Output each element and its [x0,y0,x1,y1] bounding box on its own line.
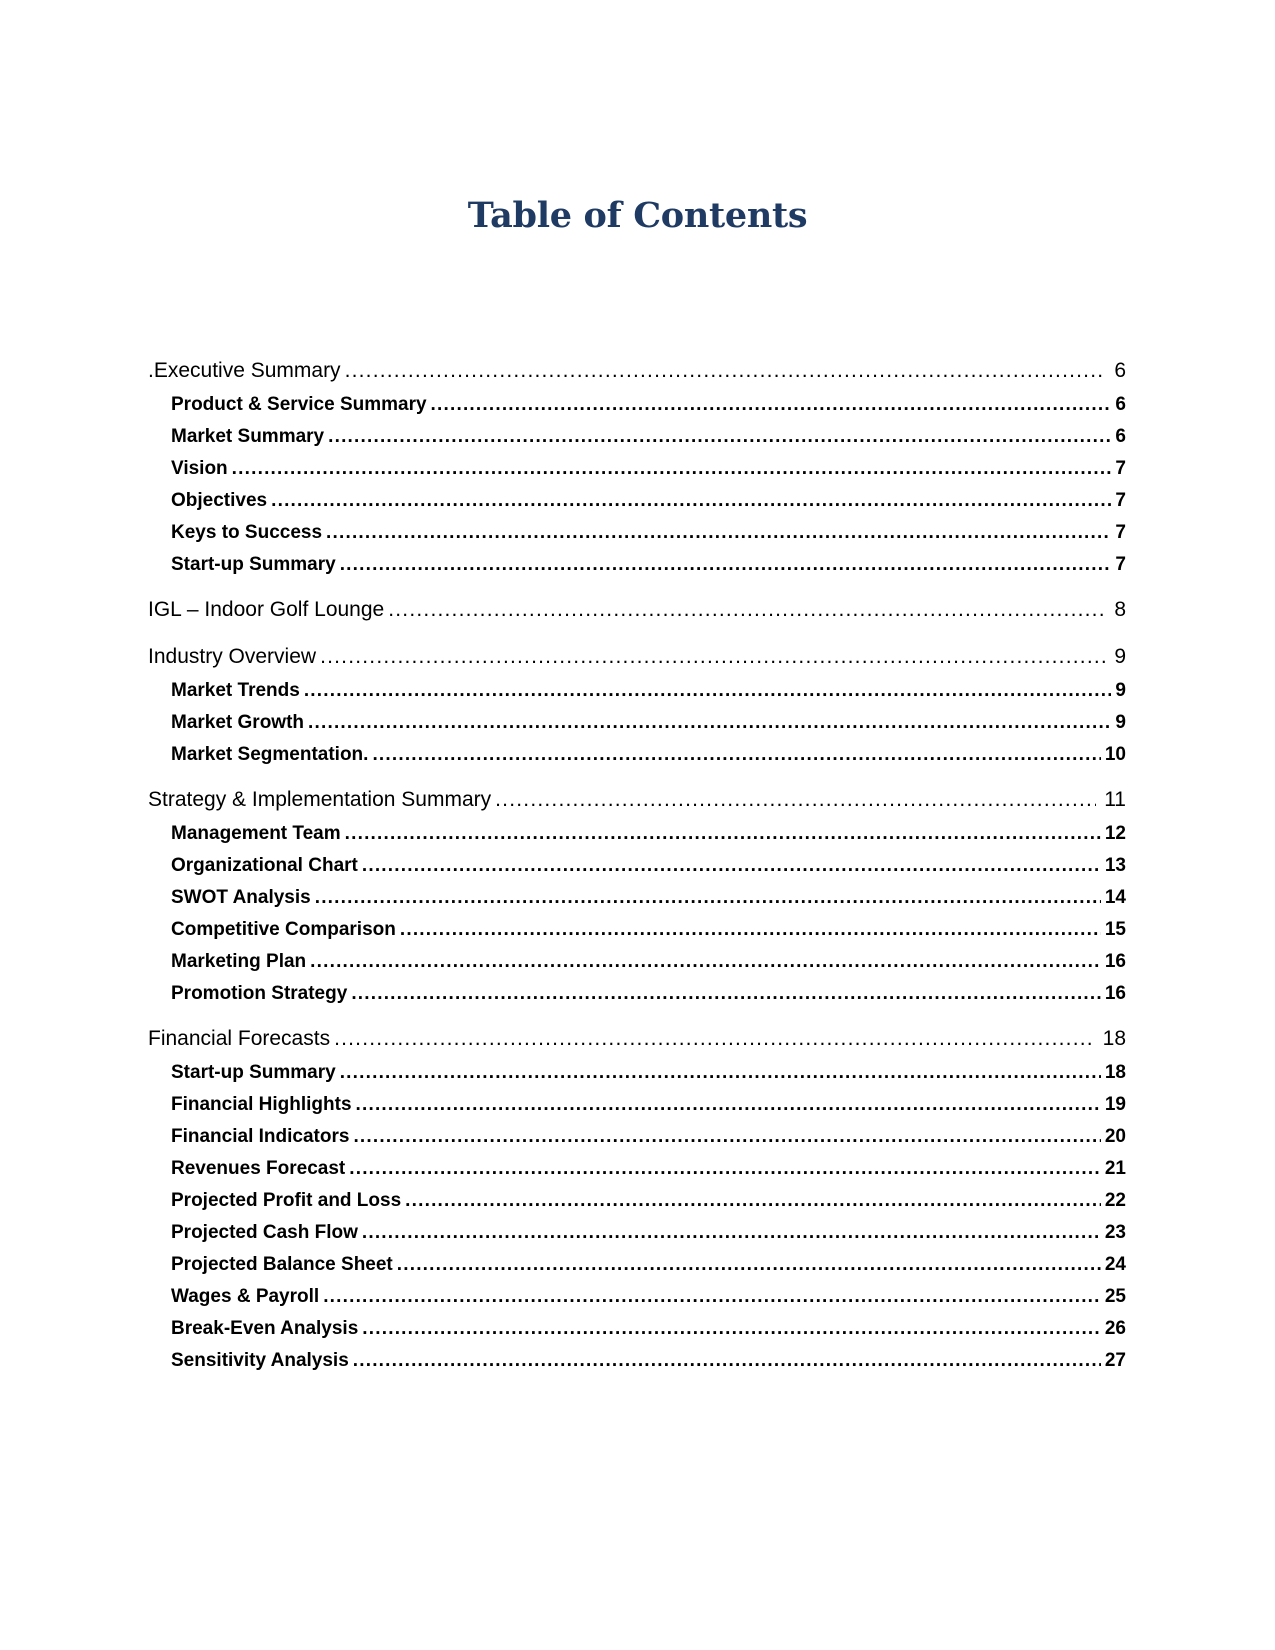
toc-page-number: 19 [1104,1094,1126,1115]
toc-section-label: Financial Forecasts [148,1027,331,1050]
dot-leader [323,1281,1101,1313]
toc-page-number: 6 [1115,394,1126,415]
toc-page-number: 11 [1104,788,1126,811]
toc-page-number: 23 [1104,1222,1126,1243]
toc-section-entry[interactable] [148,352,1126,389]
toc-subentry-label: Projected Cash Flow [171,1222,358,1243]
toc-subentry[interactable] [148,1281,1126,1313]
toc-subentry-label: Projected Balance Sheet [171,1254,393,1275]
toc-subentry[interactable] [148,517,1126,549]
dot-leader [304,675,1112,707]
dot-leader [400,914,1101,946]
toc-subentry-label: Market Trends [171,680,300,701]
toc-subentry[interactable] [148,914,1126,946]
dot-leader [397,1249,1101,1281]
toc-section [148,781,1126,1010]
toc-section [148,591,1126,628]
toc-section-entry[interactable] [148,638,1126,675]
toc-subentry[interactable] [148,978,1126,1010]
toc-page-number: 16 [1104,951,1126,972]
toc-subentry-label: Vision [171,458,228,479]
toc-subentry-label: Start-up Summary [171,554,336,575]
toc-section-label: Industry Overview [148,645,317,668]
toc-page-number: 12 [1104,823,1126,844]
toc-subentry-label: Financial Highlights [171,1094,352,1115]
toc-subentry[interactable] [148,1089,1126,1121]
toc-page-number: 24 [1104,1254,1126,1275]
toc-page-number: 27 [1104,1350,1126,1371]
toc-subentry[interactable] [148,675,1126,707]
toc-section-label: .Executive Summary [148,359,341,382]
toc-section [148,352,1126,581]
dot-leader [388,591,1106,628]
dot-leader [353,1121,1100,1153]
toc-page-number: 9 [1115,680,1126,701]
toc-subentry-label: Competitive Comparison [171,919,396,940]
dot-leader [326,517,1111,549]
toc-subentry[interactable] [148,549,1126,581]
dot-leader [340,549,1112,581]
toc-subentry[interactable] [148,421,1126,453]
toc-subentry-label: Objectives [171,490,268,511]
toc-page-number: 15 [1104,919,1126,940]
dot-leader [362,850,1101,882]
toc-section-entry[interactable] [148,781,1126,818]
toc-subentry[interactable] [148,946,1126,978]
toc-page-number: 25 [1104,1286,1126,1307]
toc-subentry-label: Break-Even Analysis [171,1318,359,1339]
toc-subentry[interactable] [148,1345,1126,1377]
table-of-contents [148,352,1126,1377]
toc-page-number: 20 [1104,1126,1126,1147]
toc-subentry-label: SWOT Analysis [171,887,311,908]
toc-page-number: 8 [1114,598,1126,621]
toc-section-label: Strategy & Implementation Summary [148,788,492,811]
page-title: Table of Contents [467,195,808,236]
toc-subentry[interactable] [148,1249,1126,1281]
toc-page-number: 18 [1104,1062,1126,1083]
toc-subentry-label: Promotion Strategy [171,983,348,1004]
toc-subentry[interactable] [148,850,1126,882]
toc-subentry[interactable] [148,739,1126,771]
toc-subentry-label: Financial Indicators [171,1126,350,1147]
toc-page-number: 14 [1104,887,1126,908]
dot-leader [431,389,1112,421]
toc-page-number: 9 [1115,712,1126,733]
toc-page-number: 18 [1102,1027,1126,1050]
toc-subentry[interactable] [148,453,1126,485]
dot-leader [345,352,1107,389]
dot-leader [315,882,1101,914]
dot-leader [345,818,1101,850]
dot-leader [351,978,1101,1010]
toc-page-number: 6 [1114,359,1126,382]
toc-page-number: 6 [1115,426,1126,447]
dot-leader [232,453,1112,485]
toc-subentry[interactable] [148,1057,1126,1089]
toc-subentry[interactable] [148,818,1126,850]
toc-subentry[interactable] [148,1313,1126,1345]
dot-leader [334,1020,1095,1057]
dot-leader [372,739,1100,771]
dot-leader [349,1153,1101,1185]
toc-section-label: IGL – Indoor Golf Lounge [148,598,385,621]
toc-subentry[interactable] [148,1121,1126,1153]
toc-subentry-label: Marketing Plan [171,951,307,972]
toc-page-number: 21 [1104,1158,1126,1179]
toc-subentry[interactable] [148,1217,1126,1249]
dot-leader [271,485,1111,517]
toc-subentry[interactable] [148,1185,1126,1217]
toc-page-number: 26 [1104,1318,1126,1339]
dot-leader [320,638,1106,675]
toc-section [148,1020,1126,1377]
toc-page-number: 22 [1104,1190,1126,1211]
dot-leader [353,1345,1101,1377]
toc-subentry[interactable] [148,485,1126,517]
toc-subentry-label: Market Growth [171,712,305,733]
toc-subentry-label: Product & Service Summary [171,394,427,415]
dot-leader [310,946,1101,978]
toc-page-number: 7 [1115,490,1126,511]
toc-page-number: 10 [1104,744,1126,765]
toc-subentry-label: Sensitivity Analysis [171,1350,349,1371]
toc-section-entry[interactable] [148,1020,1126,1057]
dot-leader [328,421,1111,453]
toc-page-number: 7 [1115,458,1126,479]
toc-page-number: 13 [1104,855,1126,876]
toc-subentry-label: Revenues Forecast [171,1158,346,1179]
dot-leader [495,781,1096,818]
toc-subentry-label: Keys to Success [171,522,323,543]
dot-leader [405,1185,1101,1217]
dot-leader [340,1057,1101,1089]
dot-leader [362,1217,1101,1249]
dot-leader [362,1313,1101,1345]
toc-section [148,638,1126,771]
toc-subentry[interactable] [148,707,1126,739]
toc-subentry-label: Start-up Summary [171,1062,336,1083]
toc-subentry-label: Market Summary [171,426,325,447]
dot-leader [356,1089,1101,1121]
toc-subentry-label: Wages & Payroll [171,1286,320,1307]
toc-subentry[interactable] [148,389,1126,421]
toc-section-entry[interactable] [148,591,1126,628]
toc-subentry[interactable] [148,1153,1126,1185]
toc-subentry-label: Organizational Chart [171,855,358,876]
toc-subentry-label: Market Segmentation. [171,744,369,765]
toc-subentry-label: Projected Profit and Loss [171,1190,402,1211]
toc-page-number: 9 [1114,645,1126,668]
toc-subentry-label: Management Team [171,823,341,844]
toc-page-number: 16 [1104,983,1126,1004]
toc-page-number: 7 [1115,554,1126,575]
dot-leader [308,707,1111,739]
toc-subentry[interactable] [148,882,1126,914]
toc-page-number: 7 [1115,522,1126,543]
